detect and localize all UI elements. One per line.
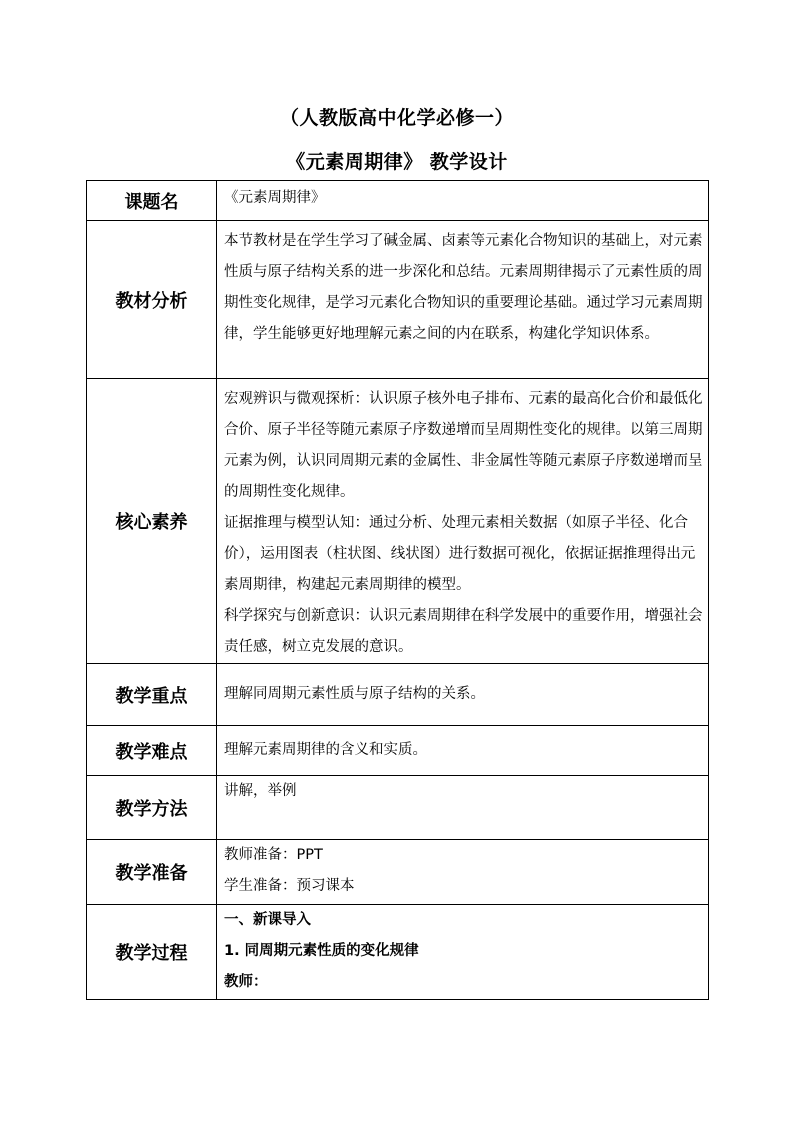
row-label: 教学难点 bbox=[87, 726, 217, 776]
content-paragraph: 科学探究与创新意识：认识元素周期律在科学发展中的重要作用，增强社会责任感，树立克发展的意识。 bbox=[224, 608, 703, 655]
row-content bbox=[217, 181, 709, 221]
row-content bbox=[217, 905, 709, 1000]
row-methods bbox=[87, 776, 709, 840]
document-subtitle: 《元素周期律》 教学设计 bbox=[286, 151, 508, 173]
content-paragraph: 理解元素周期律的含义和实质。 bbox=[224, 742, 427, 758]
row-topic bbox=[87, 181, 709, 221]
row-label: 教学重点 bbox=[87, 664, 217, 726]
content-paragraph: 教师： bbox=[224, 974, 268, 990]
row-label: 教学过程 bbox=[87, 905, 217, 1000]
row-label: 课题名 bbox=[87, 181, 217, 221]
content-paragraph: 理解同周期元素性质与原子结构的关系。 bbox=[224, 686, 485, 702]
row-preparation bbox=[87, 840, 709, 905]
row-teaching-process bbox=[87, 905, 709, 1000]
content-paragraph: 学生准备：预习课本 bbox=[224, 878, 355, 894]
row-label: 核心素养 bbox=[87, 379, 217, 664]
content-paragraph: 教师准备：PPT bbox=[224, 847, 323, 863]
row-textbook-analysis bbox=[87, 221, 709, 379]
row-content bbox=[217, 840, 709, 905]
content-paragraph: 本节教材是在学生学习了碱金属、卤素等元素化合物知识的基础上，对元素性质与原子结构关系的进一步深化和总结。元素周期律揭示了元素性质的周期性变化规律，是学习元素化合物知识的重要理论基础。通过学习元素周期律，学生能够更好地理解元素之间的内在联系，构建化学知识体系。 bbox=[224, 233, 703, 342]
content-paragraph: 一、新课导入 bbox=[224, 912, 311, 928]
content-paragraph: 证据推理与模型认知：通过分析、处理元素相关数据（如原子半径、化合价），运用图表（柱状图、线状图）进行数据可视化，依据证据推理得出元素周期律，构建起元素周期律的模型。 bbox=[224, 515, 696, 593]
content-paragraph: 宏观辨识与微观探析：认识原子核外电子排布、元素的最高化合价和最低化合价、原子半径等随元素原子序数递增而呈周期性变化的规律。以第三周期元素为例，认识同周期元素的金属性、非金属性等随元素原子序数递增而呈的周期性变化规律。 bbox=[224, 391, 703, 500]
row-label: 教学准备 bbox=[87, 840, 217, 905]
row-label: 教学方法 bbox=[87, 776, 217, 840]
document-title: （人教版高中化学必修一） bbox=[279, 107, 514, 129]
content-paragraph: 讲解，举例 bbox=[224, 783, 297, 799]
row-content bbox=[217, 664, 709, 726]
row-content bbox=[217, 379, 709, 664]
row-difficulties bbox=[87, 726, 709, 776]
row-key-points bbox=[87, 664, 709, 726]
row-core-competencies bbox=[87, 379, 709, 664]
content-paragraph: 1. 同周期元素性质的变化规律 bbox=[224, 943, 419, 959]
row-content bbox=[217, 221, 709, 379]
row-content bbox=[217, 726, 709, 776]
row-content bbox=[217, 776, 709, 840]
content-paragraph: 《元素周期律》 bbox=[224, 190, 326, 206]
lesson-plan-table bbox=[86, 180, 709, 1000]
row-label: 教材分析 bbox=[87, 221, 217, 379]
